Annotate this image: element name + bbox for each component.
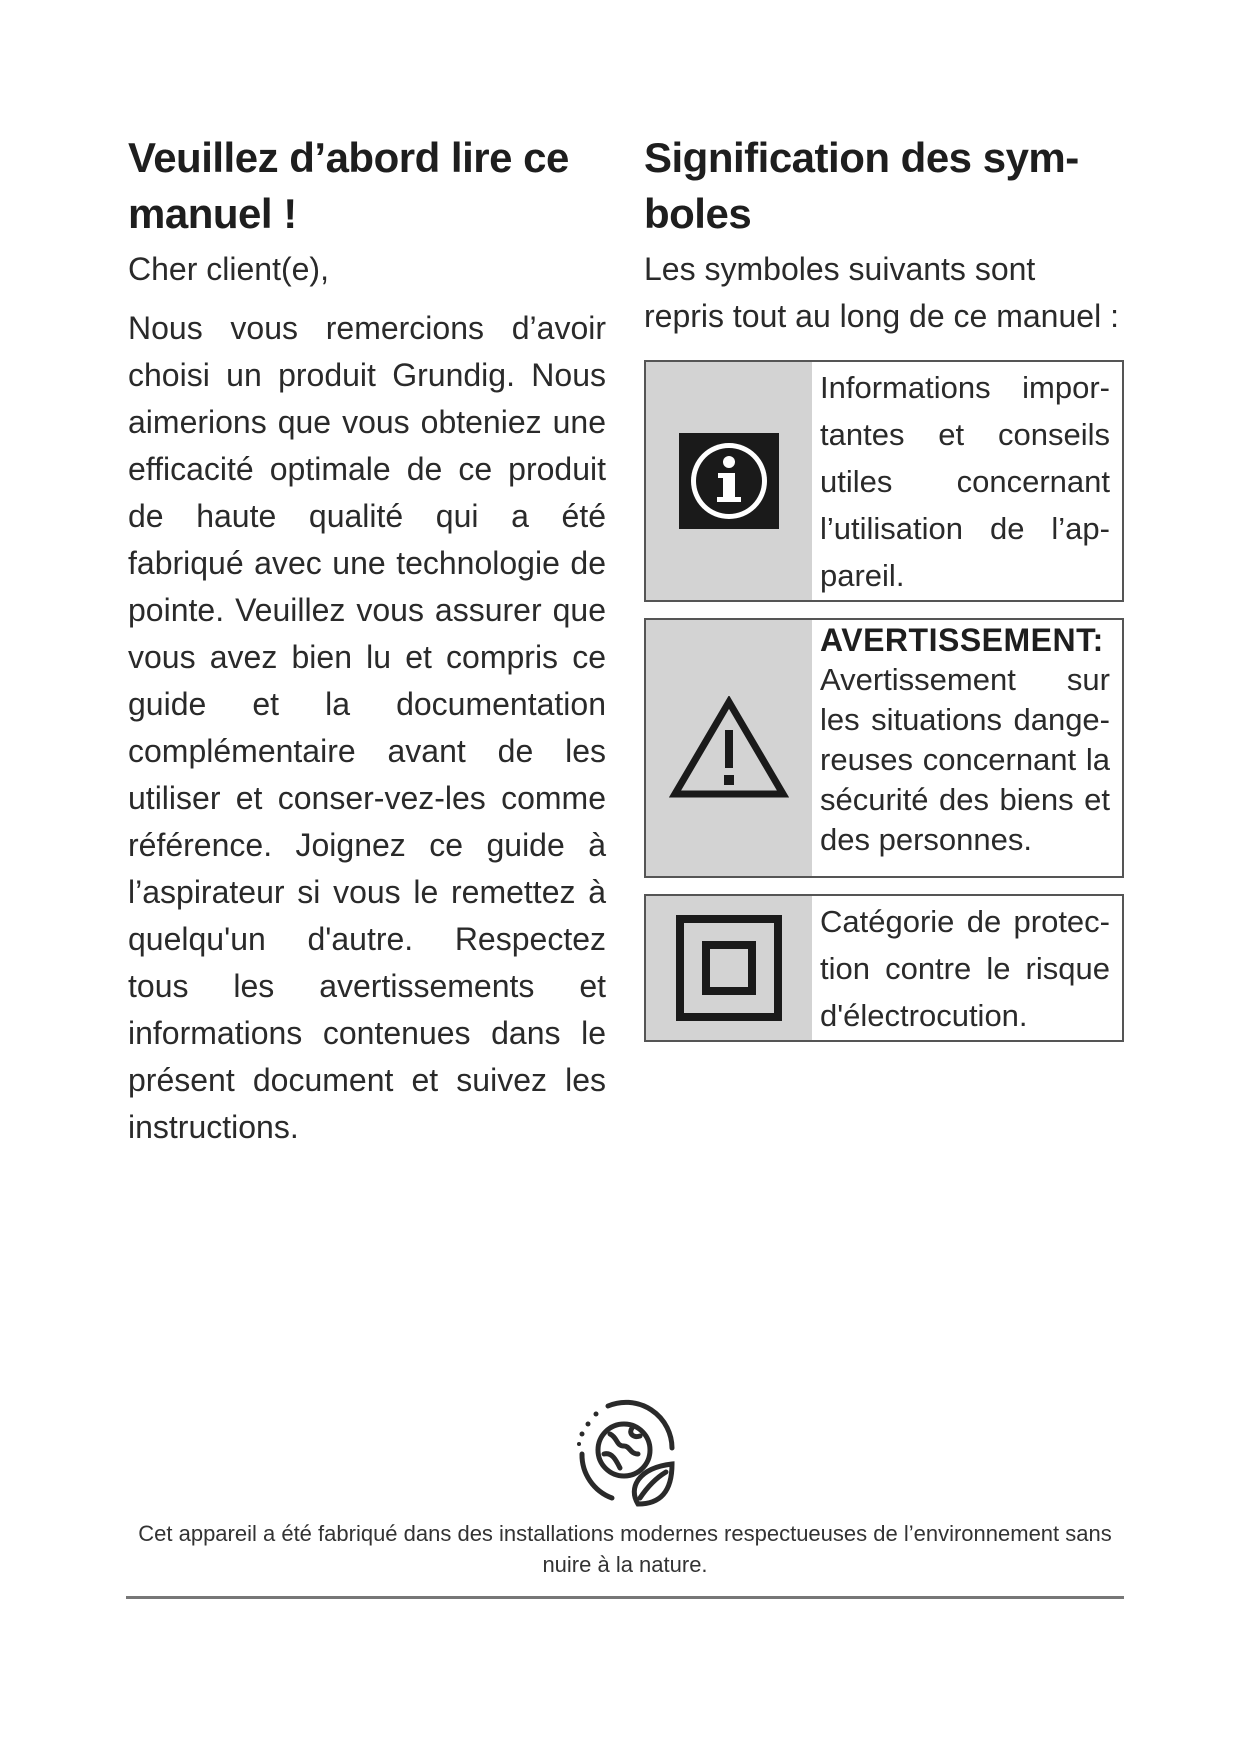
symbol-row-warning	[644, 618, 1124, 878]
symbol-icon-cell	[646, 896, 812, 1040]
symbol-row-info	[644, 360, 1124, 602]
warning-label: AVERTISSEMENT:	[820, 622, 1104, 658]
left-column	[128, 130, 606, 1151]
symbol-icon-cell	[646, 620, 812, 876]
footer-text: Cet appareil a été fabriqué dans des installations modernes respectueuses de l’environnement sans nuire à la nature.	[138, 1521, 1112, 1577]
symbols-intro-text: Les symboles suivants sont repris tout au long de ce manuel :	[644, 251, 1119, 334]
eco-globe-leaf-icon	[568, 1394, 684, 1510]
info-icon	[679, 433, 779, 529]
double-insulation-icon	[674, 913, 784, 1023]
read-manual-heading: Veuillez d’abord lire ce manuel !	[128, 134, 569, 237]
footer-divider	[126, 1596, 1124, 1599]
symbols-table	[644, 360, 1124, 1042]
symbol-description: Catégorie de protec-tion contre le risque d'électrocution.	[820, 904, 1110, 1033]
symbol-icon-cell	[646, 362, 812, 600]
greeting-text: Cher client(e),	[128, 251, 329, 287]
warning-triangle-icon	[669, 696, 789, 800]
symbol-description: Avertissement sur les situations dange-reuses concernant la sécurité des biens et des personnes.	[820, 662, 1110, 857]
right-column	[644, 130, 1124, 1058]
symbol-description: Informations impor-tantes et conseils utiles concernant l’utilisation de l’ap-pareil.	[820, 370, 1110, 593]
warning-text-cell	[812, 620, 1122, 876]
symbols-heading: Signification des sym-boles	[644, 134, 1079, 237]
symbol-row-protection-class	[644, 894, 1124, 1042]
intro-paragraph: Nous vous remercions d’avoir choisi un produit Grundig. Nous aimerions que vous obteniez une efficacité optimale de ce produit de haute qualité qui a été fabriqué avec une technologie de pointe. Veuillez vous assurer que vous avez bien lu et compris ce guide et la documentation complémentaire avant de les utiliser et conser-vez-les comme référence. Joignez ce guide à l’aspirateur si vous le remettez à quelqu'un d'autre. Respectez tous les avertissements et informations contenues dans le présent document et suivez les instructions.	[128, 310, 606, 1145]
